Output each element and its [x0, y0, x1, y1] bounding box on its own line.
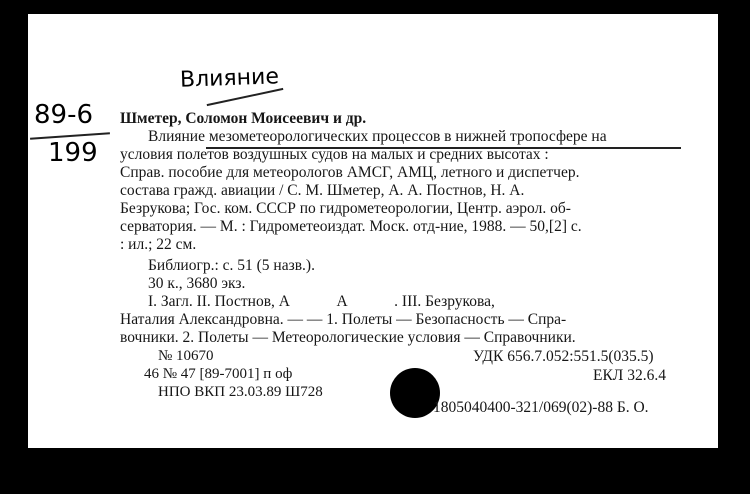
subject-line-1: I. Загл. II. Постнов, А А . III. Безрукова, — [148, 293, 495, 310]
title-line-7: : ил.; 22 см. — [120, 236, 197, 253]
ekl-code: ЕКЛ 32.6.4 — [593, 367, 666, 384]
udk-code: УДК 656.7.052:551.5(035.5) — [473, 348, 654, 365]
bibliography-note: Библиогр.: с. 51 (5 назв.). — [148, 257, 315, 274]
title-line-6: серватория. — М. : Гидрометеоиздат. Моск. отд-ние, 1988. — 50,[2] с. — [120, 218, 582, 235]
title-line-1: Влияние мезометеорологических процессов в нижней тропосфере на — [148, 128, 607, 145]
publisher-line: НПО ВКП 23.03.89 Ш728 — [158, 384, 323, 400]
catalog-code: 1805040400-321/069(02)-88 Б. О. — [433, 399, 649, 416]
handwritten-word: Влияние — [179, 64, 280, 93]
order-line: 46 № 47 [89-7001] п оф — [144, 366, 293, 382]
card-number: № 10670 — [158, 348, 214, 364]
copies-note: 30 к., 3680 экз. — [148, 275, 246, 292]
subject-line-2: Наталия Александровна. — — 1. Полеты — Безопасность — Спра- — [120, 311, 567, 328]
title-line-5: Безрукова; Гос. ком. СССР по гидрометеорологии, Центр. аэрол. об- — [120, 200, 571, 217]
title-line-4: состава гражд. авиации / С. М. Шметер, А. А. Постнов, Н. А. — [120, 182, 525, 199]
author-heading: Шметер, Соломон Моисеевич и др. — [120, 110, 367, 127]
catalog-card — [28, 14, 718, 448]
title-line-3: Справ. пособие для метеорологов АМСГ, АМЦ, летного и диспетчер. — [120, 164, 580, 181]
handwritten-shelf-bottom: 199 — [48, 138, 98, 168]
subject-line-3: вочники. 2. Полеты — Метеорологические условия — Справочники. — [120, 329, 576, 346]
handwritten-shelf-top: 89-6 — [34, 100, 94, 130]
title-line-2: условия полетов воздушных судов на малых и средних высотах : — [120, 146, 549, 163]
